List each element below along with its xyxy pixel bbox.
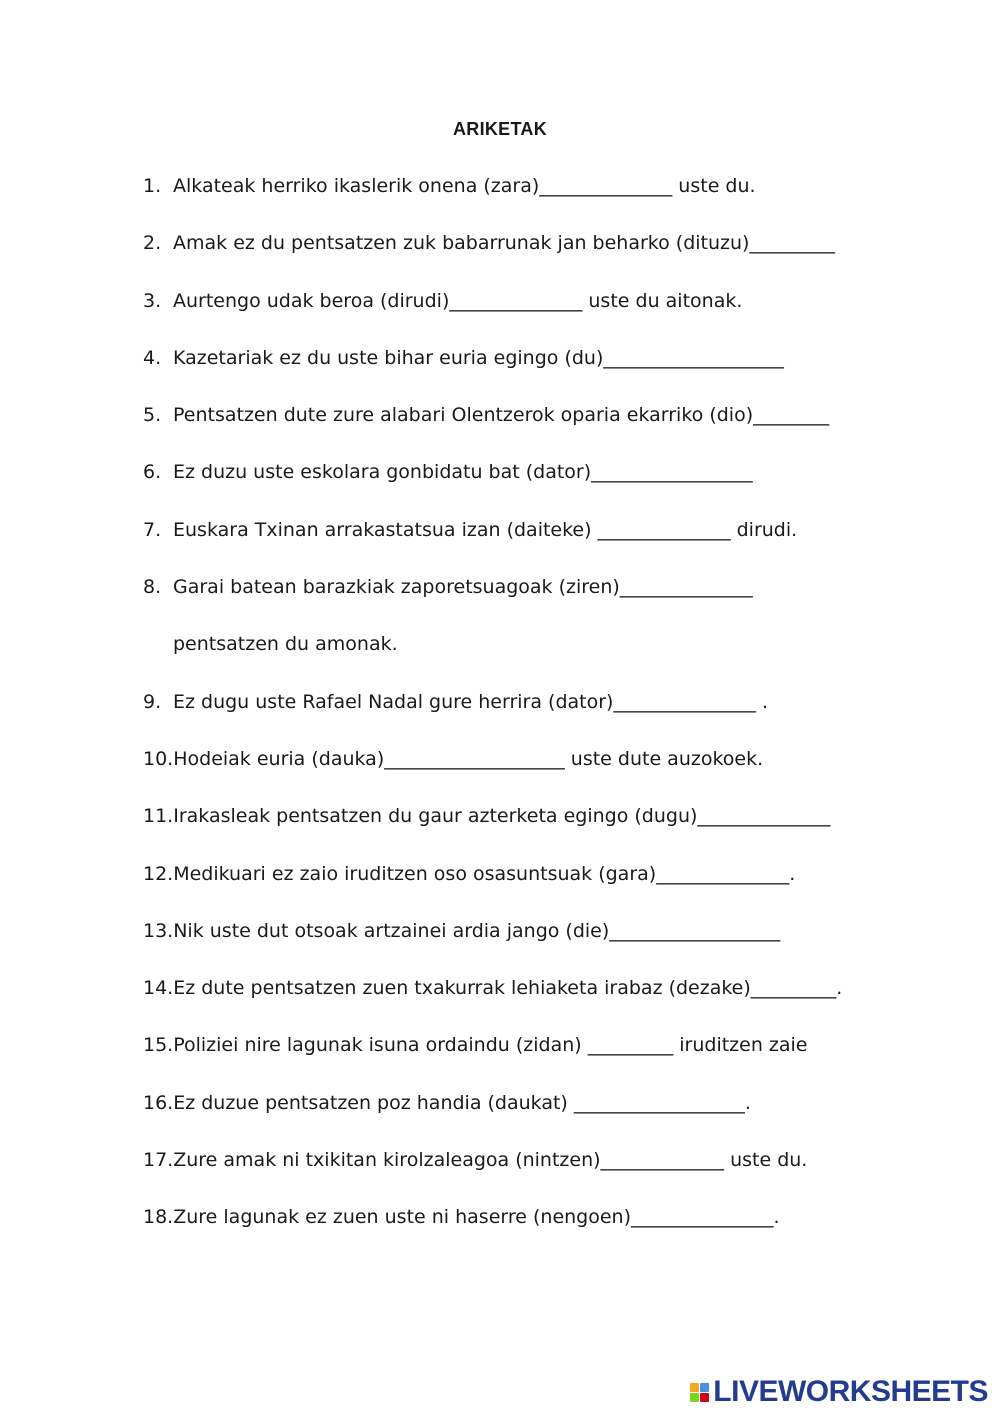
exercise-text: pentsatzen du amonak. — [173, 633, 398, 656]
exercise-item — [143, 514, 883, 571]
exercise-item — [143, 456, 883, 513]
exercise-text: Alkateak herriko ikaslerik onena (zara)______________ uste du. — [173, 175, 756, 197]
exercise-number: 13. — [143, 919, 174, 942]
exercise-item — [143, 743, 883, 800]
exercise-number: 7. — [143, 518, 162, 541]
logo-badge-square — [690, 1383, 699, 1392]
exercise-text: Irakasleak pentsatzen du gaur azterketa egingo (dugu)______________ — [173, 805, 831, 828]
exercise-text: Medikuari ez zaio iruditzen oso osasuntsuak (gara)______________. — [173, 862, 796, 885]
exercise-item — [143, 399, 883, 456]
exercise-number: 4. — [143, 346, 162, 369]
exercise-number: 15. — [143, 1034, 174, 1057]
exercise-text: Hodeiak euria (dauka)___________________ uste dute auzokoek. — [173, 747, 764, 770]
exercise-number: 3. — [143, 289, 162, 312]
exercise-number: 16. — [143, 1091, 174, 1114]
exercise-text: Nik uste dut otsoak artzainei ardia jango (die)__________________ — [173, 919, 781, 942]
exercise-item — [143, 686, 883, 743]
exercise-number: 12. — [143, 862, 174, 885]
exercise-number: 9. — [143, 690, 162, 713]
exercise-item — [143, 972, 883, 1029]
exercise-item — [143, 1201, 883, 1258]
logo-text: LIVEWORKSHEETS — [713, 1375, 988, 1408]
exercise-item — [143, 915, 883, 972]
exercise-item — [143, 1087, 883, 1144]
exercise-number: 17. — [143, 1149, 174, 1172]
exercise-text: Kazetariak ez du uste bihar euria egingo (du)___________________ — [173, 346, 784, 369]
exercise-item — [143, 858, 883, 915]
exercise-text: Zure lagunak ez zuen uste ni haserre (nengoen)_______________. — [173, 1206, 780, 1229]
exercise-text: Euskara Txinan arrakastatsua izan (daiteke) ______________ dirudi. — [173, 518, 798, 541]
exercise-text: Ez duzue pentsatzen poz handia (daukat) __________________. — [173, 1091, 751, 1114]
exercise-number: 18. — [143, 1206, 174, 1229]
exercise-list — [143, 170, 883, 1259]
exercise-item — [143, 227, 883, 284]
exercise-item — [143, 1029, 883, 1086]
exercise-number: 10. — [143, 747, 174, 770]
exercise-number: 6. — [143, 461, 162, 484]
exercise-number: 14. — [143, 977, 174, 1000]
exercise-item — [143, 800, 883, 857]
exercise-text: Aurtengo udak beroa (dirudi)______________ uste du aitonak. — [173, 289, 743, 312]
exercise-number: 8. — [143, 576, 162, 599]
exercise-item — [143, 342, 883, 399]
exercise-text: Amak ez du pentsatzen zuk babarrunak jan beharko (dituzu)_________ — [173, 232, 835, 255]
exercise-text: Ez dute pentsatzen zuen txakurrak lehiaketa irabaz (dezake)_________. — [173, 977, 843, 1000]
exercise-number: 5. — [143, 404, 162, 427]
exercise-text: Ez dugu uste Rafael Nadal gure herrira (dator)_______________ . — [173, 690, 769, 713]
exercise-text: Ez duzu uste eskolara gonbidatu bat (dator)_________________ — [173, 461, 753, 484]
exercise-text: Zure amak ni txikitan kirolzaleagoa (nintzen)_____________ uste du. — [173, 1149, 808, 1172]
page-title: ARIKETAK — [452, 119, 548, 139]
exercise-text: Pentsatzen dute zure alabari Olentzerok oparia ekarriko (dio)________ — [173, 404, 830, 427]
exercise-number: 1. — [143, 175, 162, 197]
logo-badge-square — [700, 1383, 709, 1392]
exercise-item — [143, 285, 883, 342]
exercise-number: 11. — [143, 805, 174, 828]
exercise-text: Garai batean barazkiak zaporetsuagoak (ziren)______________ — [173, 576, 753, 599]
exercise-item — [143, 1144, 883, 1201]
logo-badge-icon — [690, 1383, 709, 1402]
exercise-text: Poliziei nire lagunak isuna ordaindu (zidan) _________ iruditzen zaie — [173, 1034, 808, 1057]
exercise-number: 2. — [143, 232, 162, 255]
exercise-item — [143, 571, 883, 628]
logo-badge-square — [690, 1393, 699, 1402]
exercise-item-continuation — [143, 628, 883, 685]
exercise-item — [143, 170, 883, 227]
logo-badge-square — [700, 1393, 709, 1402]
liveworksheets-logo — [690, 1377, 988, 1407]
